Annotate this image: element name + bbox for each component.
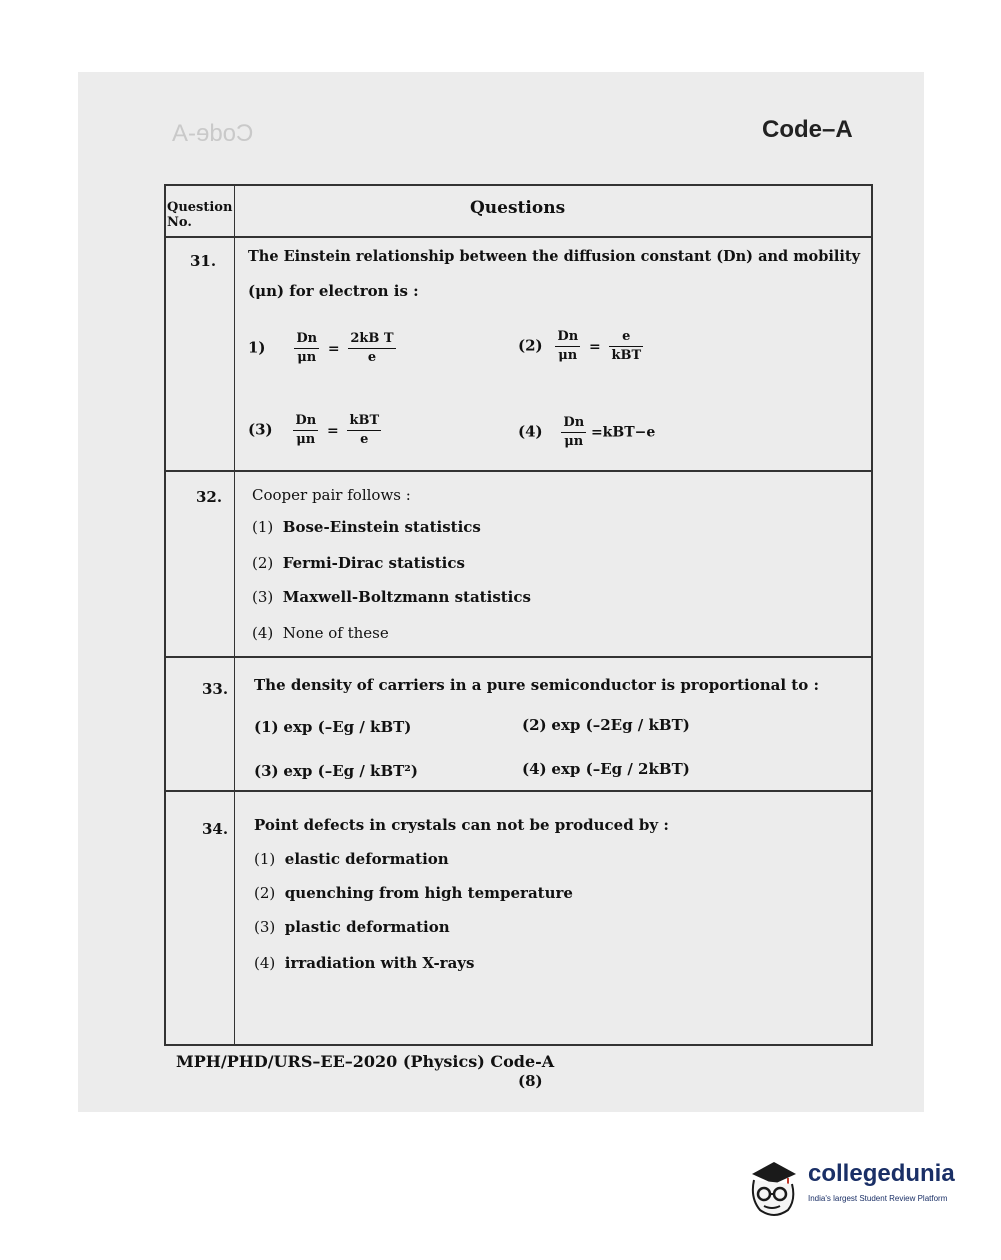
denominator: μn [558, 348, 578, 363]
option-text: quenching from high temperature [284, 884, 573, 902]
row-divider [166, 656, 871, 658]
option-text: None of these [282, 624, 389, 642]
option-label: (4) [522, 760, 547, 778]
option-text: exp (–Eg / kBT) [283, 718, 412, 736]
option [254, 884, 573, 902]
numerator: 2kB T [348, 330, 395, 349]
option-label: (2) [252, 554, 274, 572]
denominator: e [360, 432, 369, 447]
header-questions: Questions [470, 198, 566, 218]
option [254, 762, 418, 780]
option [254, 850, 449, 868]
option-text: plastic deformation [284, 918, 450, 936]
fraction [348, 330, 395, 367]
option-label: (4) [254, 954, 276, 972]
fraction [347, 412, 381, 449]
option-label: (4) [252, 624, 274, 642]
option-label: (2) [254, 884, 276, 902]
option-label: (4) [518, 422, 543, 441]
option-label: (1) [254, 718, 279, 736]
student-mascot-icon [744, 1154, 804, 1220]
option-label: (1) [252, 518, 274, 536]
option-text: exp (–2Eg / kBT) [551, 716, 690, 734]
question-text-line2: (μn) for electron is : [248, 282, 419, 300]
option [254, 918, 450, 936]
fraction [294, 330, 319, 367]
option-label: (3) [254, 762, 279, 780]
question-text: Point defects in crystals can not be produced by : [254, 816, 669, 834]
option [248, 412, 381, 449]
option [518, 328, 643, 365]
option [522, 760, 690, 778]
question-number: 32. [196, 488, 223, 506]
denominator: μn [564, 434, 584, 449]
option-text: exp (–Eg / kBT²) [283, 762, 418, 780]
page-number: (8) [518, 1072, 543, 1090]
code-label: Code–A [762, 116, 853, 143]
question-text: Cooper pair follows : [252, 486, 411, 504]
option-text: exp (–Eg / 2kBT) [551, 760, 690, 778]
fraction [609, 328, 643, 365]
header-question-no: Question No. [167, 200, 233, 230]
row-divider [166, 470, 871, 472]
equals-sign: = [588, 338, 601, 355]
numerator: Dn [555, 328, 580, 347]
option [254, 954, 474, 972]
numerator: Dn [561, 414, 586, 433]
denominator: kBT [611, 348, 642, 363]
fraction [555, 328, 580, 365]
option-label: (3) [252, 588, 274, 606]
numerator: Dn [294, 330, 319, 349]
equation-rhs: =kBT−e [590, 424, 656, 441]
footer-code: MPH/PHD/URS–EE–2020 (Physics) Code-A [176, 1052, 555, 1071]
question-number: 31. [190, 252, 217, 270]
option-label: 1) [248, 338, 266, 357]
row-divider [166, 790, 871, 792]
option-text: Fermi-Dirac statistics [282, 554, 465, 572]
option [518, 414, 655, 451]
question-text: The Einstein relationship between the diffusion constant (Dn) and mobility [248, 248, 861, 265]
denominator: e [367, 350, 377, 365]
question-table [164, 184, 873, 1046]
option [252, 554, 465, 572]
denominator: μn [297, 350, 317, 365]
question-number: 34. [202, 820, 229, 838]
option-text: elastic deformation [284, 850, 449, 868]
option-label: (3) [248, 420, 273, 439]
numerator: e [609, 328, 643, 347]
equals-sign: = [327, 340, 340, 357]
option-text: Maxwell-Boltzmann statistics [282, 588, 531, 606]
option [252, 518, 481, 536]
option [248, 330, 396, 367]
option-text: irradiation with X-rays [284, 954, 475, 972]
option-label: (1) [254, 850, 276, 868]
column-divider [234, 186, 235, 1044]
numerator: Dn [293, 412, 318, 431]
option-label: (2) [522, 716, 547, 734]
fraction [293, 412, 318, 449]
question-text: The density of carriers in a pure semiconductor is proportional to : [254, 676, 819, 694]
equals-sign: = [326, 422, 339, 439]
option [252, 588, 531, 606]
fraction [561, 414, 586, 451]
code-ghost-text: Code-A [172, 120, 254, 147]
option [254, 718, 411, 736]
row-divider [166, 236, 871, 238]
denominator: μn [296, 432, 316, 447]
option [522, 716, 690, 734]
question-number: 33. [202, 680, 229, 698]
option-label: (2) [518, 336, 543, 355]
numerator: kBT [347, 412, 381, 431]
option-text: Bose-Einstein statistics [282, 518, 481, 536]
logo-tagline: India's largest Student Review Platform [808, 1194, 948, 1203]
option-label: (3) [254, 918, 276, 936]
option [252, 624, 389, 642]
collegedunia-logo [744, 1154, 974, 1220]
logo-name: collegedunia [808, 1160, 955, 1187]
